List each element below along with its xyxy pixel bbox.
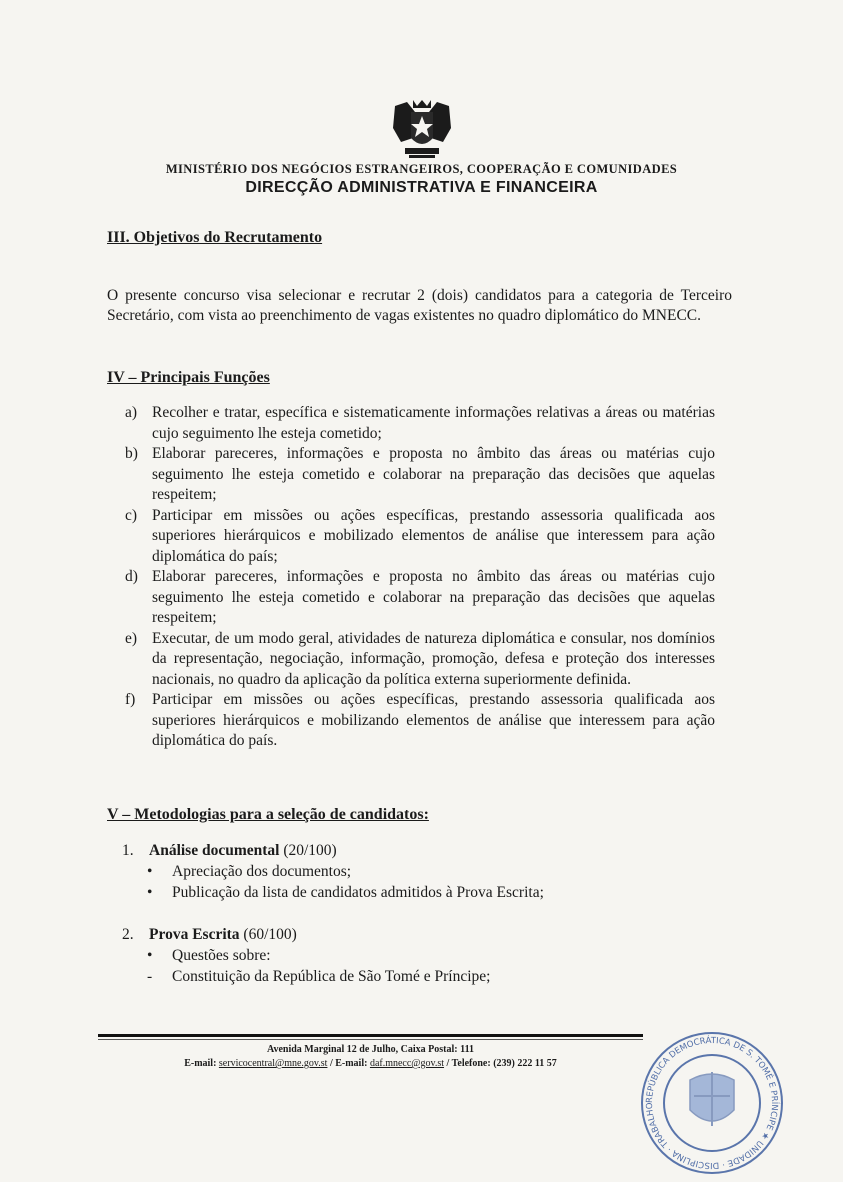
list-marker: e) bbox=[125, 629, 138, 647]
method-score: (60/100) bbox=[239, 926, 297, 943]
footer-contacts bbox=[98, 1057, 643, 1071]
bullet: • bbox=[147, 947, 153, 964]
sub-item-text: Questões sobre: bbox=[172, 947, 271, 964]
coat-of-arms-icon bbox=[387, 98, 457, 162]
direction-name: DIRECÇÃO ADMINISTRATIVA E FINANCEIRA bbox=[245, 179, 598, 196]
sub-item bbox=[122, 945, 722, 966]
sub-item-text: Publicação da lista de candidatos admitidos à Prova Escrita; bbox=[172, 884, 544, 901]
letterhead bbox=[0, 98, 843, 197]
list-item bbox=[125, 567, 715, 629]
list-item bbox=[125, 444, 715, 506]
list-item bbox=[125, 506, 715, 568]
list-item-text: Elaborar pareceres, informações e proposta no âmbito das áreas ou matérias cujo seguimento lhe esteja cometido e colaborar na preparação das decisões que aquelas respeitem; bbox=[152, 568, 715, 626]
list-item-text: Participar em missões ou ações específicas, prestando assessoria qualificada aos superiores hierárquicos e mobilizando elementos de análise que interessem para ação diplomática do país. bbox=[152, 691, 715, 749]
section-3-title: III. Objetivos do Recrutamento bbox=[107, 229, 323, 246]
method-heading bbox=[122, 840, 722, 861]
footer bbox=[98, 1043, 643, 1071]
section-3-body: O presente concurso visa selecionar e recrutar 2 (dois) candidatos para a categoria de Terceiro Secretário, com vista ao preenchimento de vagas existentes no quadro diplomático do MNECC. bbox=[107, 287, 732, 324]
separator: / bbox=[327, 1058, 336, 1069]
section-4-title: IV – Principais Funções bbox=[107, 369, 270, 386]
email-label: E-mail: bbox=[335, 1058, 370, 1069]
list-item-text: Executar, de um modo geral, atividades de natureza diplomática e consular, nos domínios da representação, negociação, informação, promoção, defesa e proteção dos interesses nacionais, no quadro da aplicação da política externa superiormente definida. bbox=[152, 629, 715, 688]
list-item-text: Recolher e tratar, específica e sistematicamente informações relativas a áreas ou matérias cujo seguimento lhe esteja cometido; bbox=[152, 404, 715, 442]
method-title: Prova Escrita bbox=[149, 926, 240, 943]
sub-item bbox=[122, 861, 722, 882]
sub-item bbox=[122, 966, 722, 987]
method-item bbox=[122, 840, 722, 903]
list-marker: f) bbox=[125, 691, 136, 708]
email-link-central[interactable]: servicocentral@mne.gov.st bbox=[218, 1058, 328, 1069]
official-stamp-icon bbox=[628, 1028, 796, 1178]
bullet: • bbox=[147, 884, 153, 901]
footer-phone: / Telefone: (239) 222 11 57 bbox=[446, 1058, 557, 1069]
footer-address: Avenida Marginal 12 de Julho, Caixa Postal: 111 bbox=[266, 1044, 475, 1055]
list-marker: a) bbox=[125, 404, 138, 421]
footer-divider bbox=[98, 1034, 643, 1037]
list-marker: d) bbox=[125, 568, 138, 585]
list-marker: c) bbox=[125, 506, 138, 524]
ministry-name: MINISTÉRIO DOS NEGÓCIOS ESTRANGEIROS, COOPERAÇÃO E COMUNIDADES bbox=[165, 162, 678, 176]
list-item bbox=[125, 690, 715, 752]
email-label: E-mail: bbox=[184, 1058, 219, 1069]
method-number: 2. bbox=[122, 926, 134, 943]
method-score: (20/100) bbox=[279, 842, 337, 859]
svg-text:REPÚBLICA DEMOCRÁTICA DE S. TO: REPÚBLICA DEMOCRÁTICA DE S. TOMÉ E PRÍNCIPE ★ UNIDADE · DISCIPLINA · TRABALHO bbox=[644, 1035, 780, 1171]
list-marker: b) bbox=[125, 445, 138, 462]
footer-divider-thin bbox=[98, 1039, 643, 1040]
list-item bbox=[125, 403, 715, 444]
sub-item bbox=[122, 882, 722, 903]
email-link-daf[interactable]: daf.mnecc@gov.st bbox=[369, 1058, 445, 1069]
method-heading bbox=[122, 924, 722, 945]
method-number: 1. bbox=[122, 842, 134, 859]
sub-item-text: Apreciação dos documentos; bbox=[172, 863, 352, 880]
bullet: • bbox=[147, 863, 153, 880]
list-item-text: Participar em missões ou ações específicas, prestando assessoria qualificada aos superiores hierárquicos e mobilizado elementos de análise que interessem para ação diplomática do país; bbox=[152, 506, 715, 565]
functions-list bbox=[125, 403, 715, 752]
bullet: - bbox=[147, 968, 153, 985]
list-item bbox=[125, 629, 715, 691]
method-title: Análise documental bbox=[149, 842, 280, 859]
section-5-title: V – Metodologias para a seleção de candidatos: bbox=[107, 806, 429, 823]
method-item bbox=[122, 924, 722, 987]
sub-item-text: Constituição da República de São Tomé e Príncipe; bbox=[172, 968, 491, 985]
list-item-text: Elaborar pareceres, informações e proposta no âmbito das áreas ou matérias cujo seguimento lhe esteja cometido e colaborar na preparação das decisões que aquelas respeitem; bbox=[152, 445, 715, 503]
